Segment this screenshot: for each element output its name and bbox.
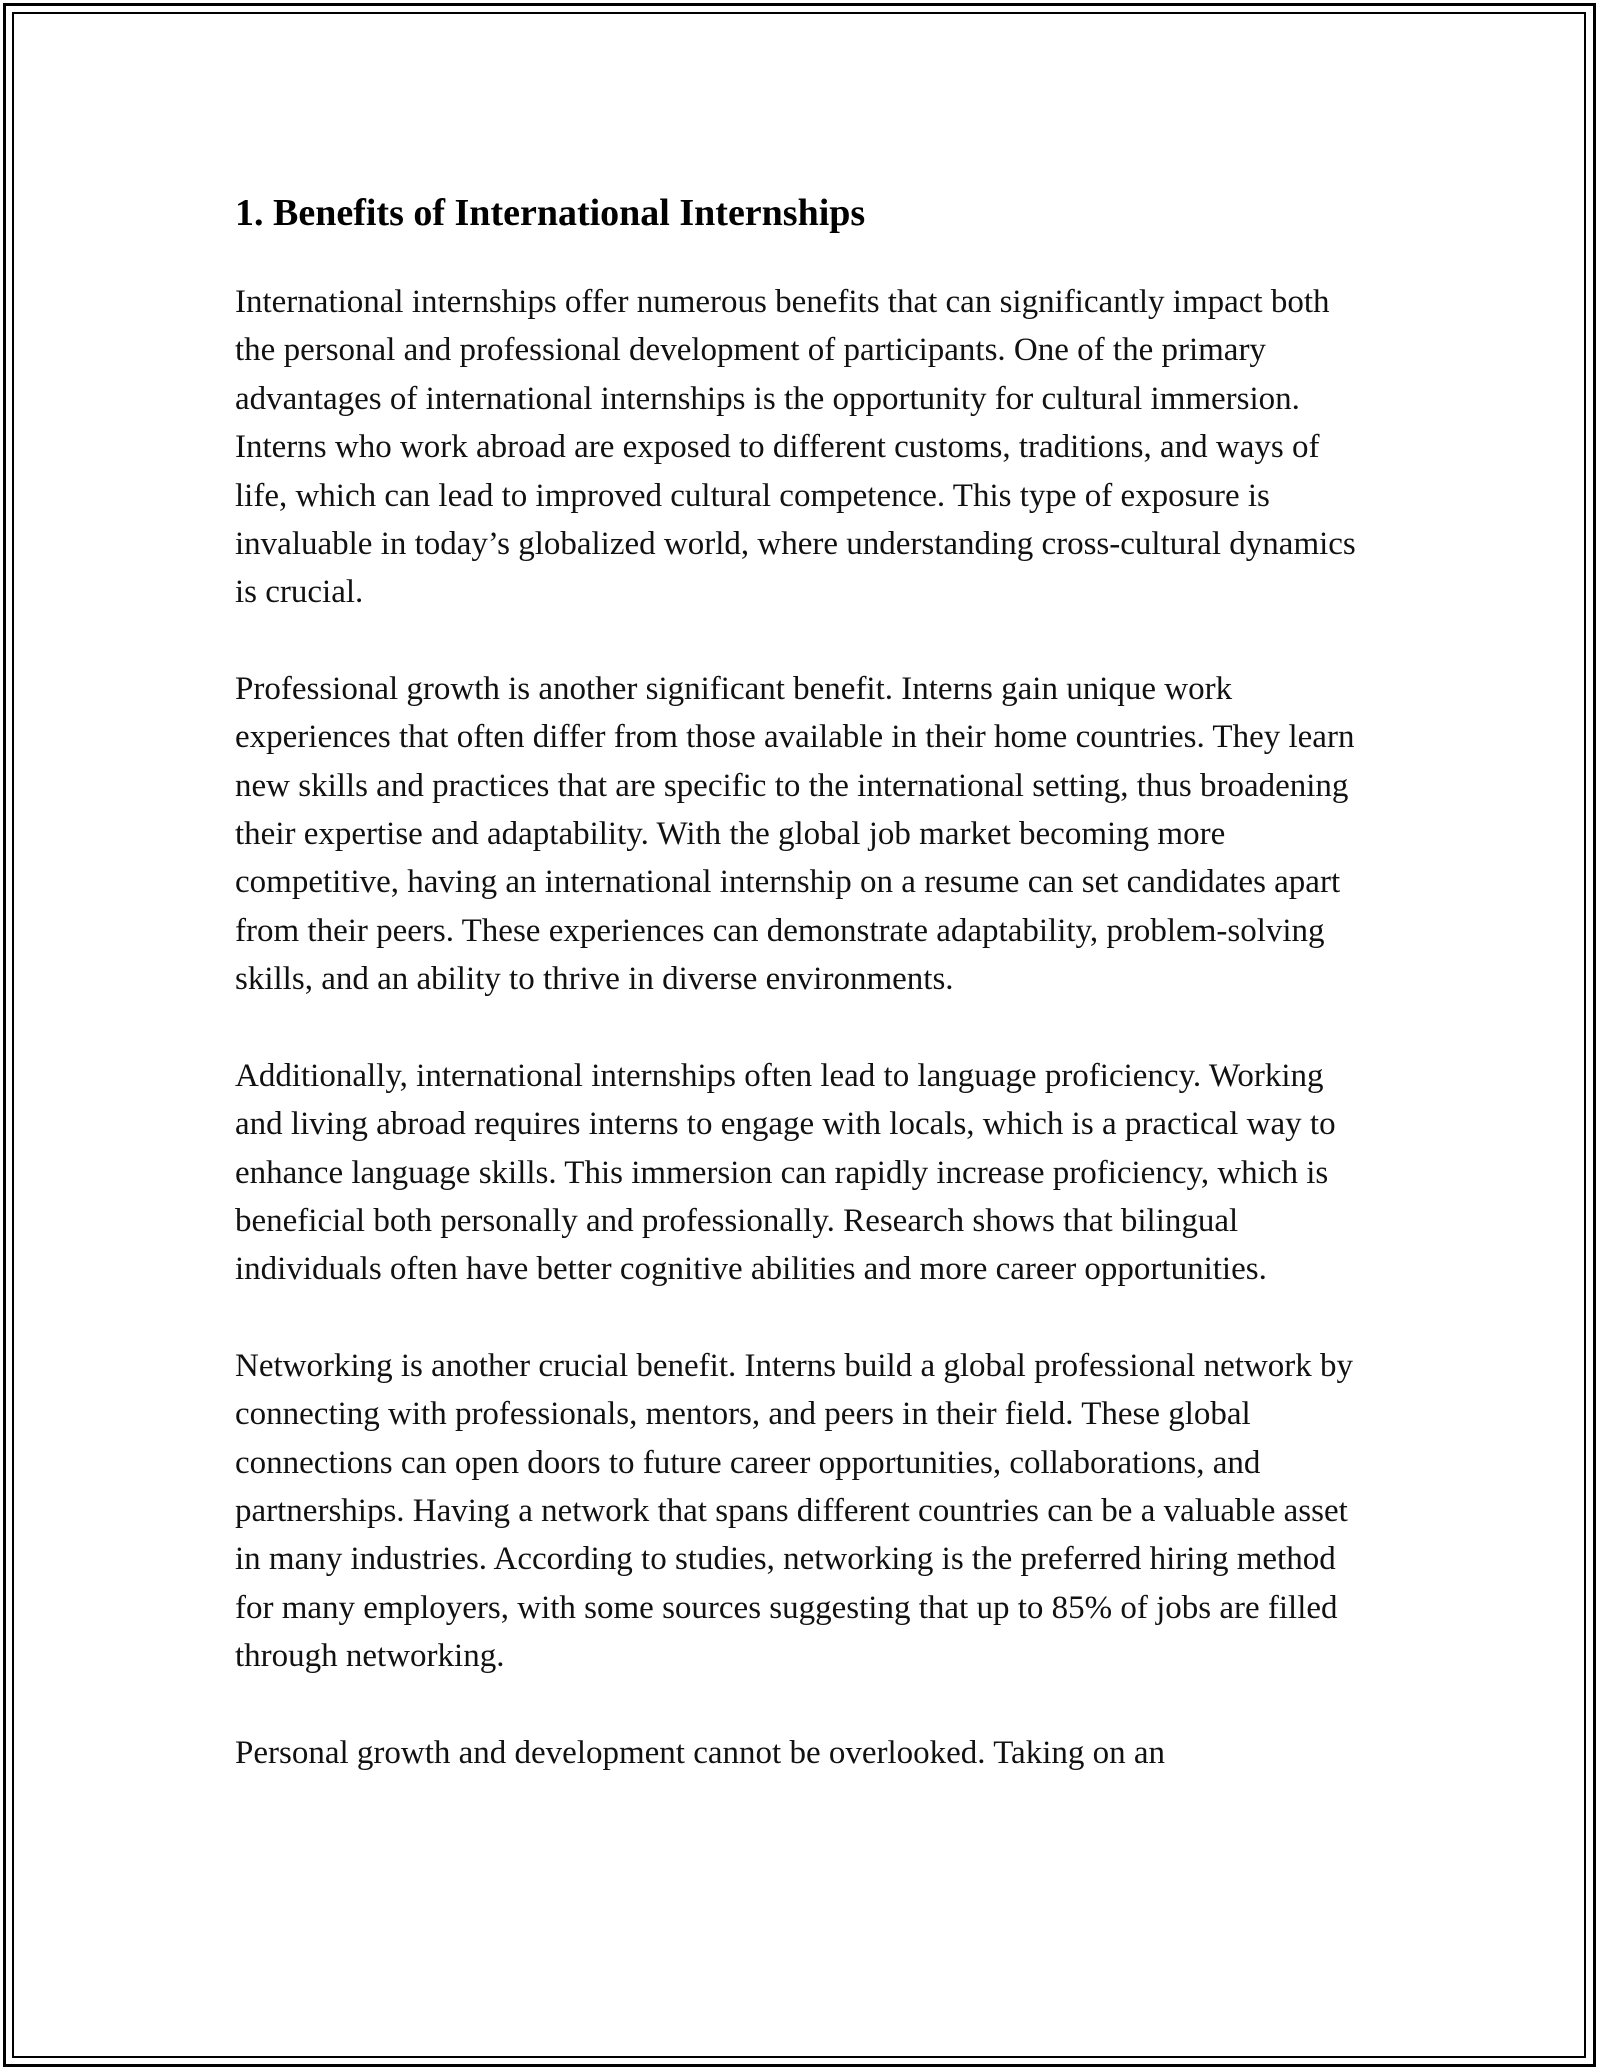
- paragraph-cultural-immersion: International internships offer numerous benefits that can significantly impact both the personal and professional development of participants. One of the primary advantages of international internships is the opportunity for cultural immersion. Interns who work abroad are exposed to different customs, traditions, and ways of life, which can lead to improved cultural competence. This type of exposure is invaluable in today’s globalized world, where understanding cross-cultural dynamics is crucial.: [235, 284, 1356, 611]
- paragraph-language-proficiency: Additionally, international internships often lead to language proficiency. Working and living abroad requires interns to engage with locals, which is a practical way to enhance language skills. This immersion can rapidly increase proficiency, which is beneficial both personally and professionally. Research shows that bilingual individuals often have better cognitive abilities and more career opportunities.: [235, 1057, 1336, 1288]
- section-heading: 1. Benefits of International Internships: [235, 192, 866, 234]
- paragraph-personal-growth: Personal growth and development cannot be overlooked. Taking on an: [235, 1734, 1166, 1771]
- paragraph-professional-growth: Professional growth is another significant benefit. Interns gain unique work experiences that often differ from those available in their home countries. They learn new skills and practices that are specific to the international setting, thus broadening their expertise and adaptability. With the global job market becoming more competitive, having an international internship on a resume can set candidates apart from their peers. These experiences can demonstrate adaptability, problem-solving skills, and an ability to thrive in diverse environments.: [235, 670, 1355, 998]
- document-content: [235, 178, 1375, 1825]
- paragraph-networking: Networking is another crucial benefit. Interns build a global professional network by connecting with professionals, mentors, and peers in their field. These global connections can open doors to future career opportunities, collaborations, and partnerships. Having a network that spans different countries can be a valuable asset in many industries. According to studies, networking is the preferred hiring method for many employers, with some sources suggesting that up to 85% of jobs are filled through networking.: [235, 1347, 1354, 1675]
